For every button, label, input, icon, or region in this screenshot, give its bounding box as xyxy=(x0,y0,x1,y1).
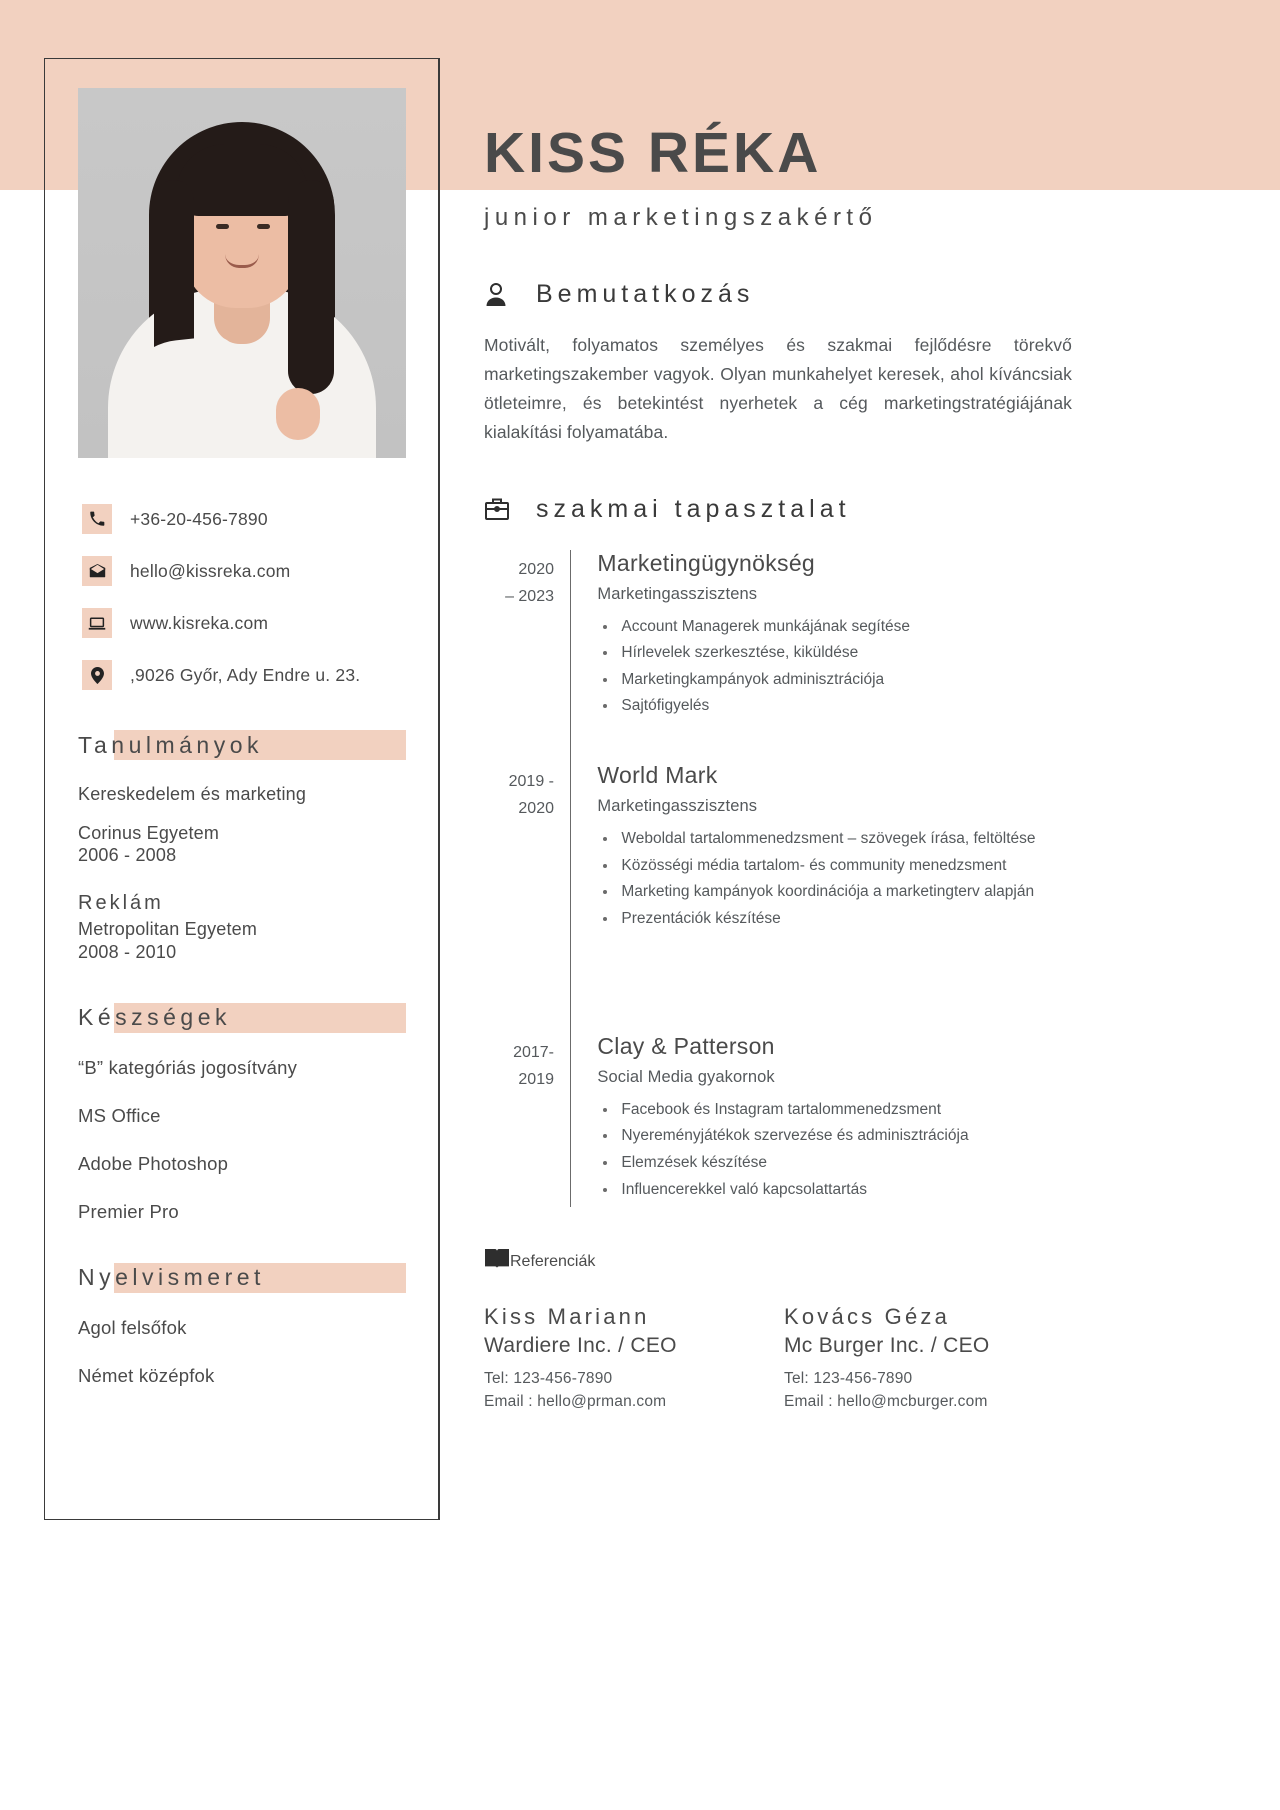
reference-email: Email : hello@prman.com xyxy=(484,1393,667,1411)
experience-section-heading xyxy=(484,495,1244,524)
experience-job-title: Marketingasszisztens xyxy=(597,797,758,816)
experience-item xyxy=(484,1033,1244,1208)
experience-item xyxy=(484,762,1244,937)
skills-list xyxy=(78,1057,406,1223)
experience-dates xyxy=(484,550,570,725)
reference-name: Kiss Mariann xyxy=(484,1304,650,1330)
job-role-subtitle: junior marketingszakértő xyxy=(484,204,878,231)
experience-date-end: 2019 xyxy=(518,1070,554,1088)
skill-item: MS Office xyxy=(78,1104,161,1126)
contact-row-address[interactable] xyxy=(82,660,406,690)
about-section-heading xyxy=(484,280,1244,309)
skills-heading xyxy=(78,1001,406,1035)
experience-bullet: Facebook és Instagram tartalommenedzsment xyxy=(597,1097,968,1124)
reference-phone: Tel: 123-456-7890 xyxy=(784,1370,913,1388)
about-heading-text: Bemutatkozás xyxy=(536,280,755,308)
education-subfield: Reklám xyxy=(78,892,164,915)
experience-details xyxy=(571,762,1035,937)
languages-list xyxy=(78,1317,406,1387)
photo-hand xyxy=(276,388,320,440)
experience-list xyxy=(484,550,1244,1208)
experience-date-start: 2019 - xyxy=(508,773,554,791)
education-heading xyxy=(78,728,406,762)
page-title: KISS RÉKA xyxy=(484,121,822,185)
reference-email: Email : hello@mcburger.com xyxy=(784,1393,988,1411)
timeline-gap-bar xyxy=(570,937,571,1033)
references-section-heading xyxy=(484,1247,1244,1276)
photo-eye-left xyxy=(216,224,229,229)
experience-bullet: Account Managerek munkájának segítése xyxy=(597,614,910,641)
contact-email-text: hello@kissreka.com xyxy=(130,560,291,581)
about-paragraph: Motivált, folyamatos személyes és szakmai fejlődésre törekvő marketingszakember vagyok. Olyan munkahelyet keresek, ahol kíváncsiak ötleteimre, és betekintést nyerhetek a cég marketingstratégiájának kialakítási folyamatába. xyxy=(484,335,1072,442)
contact-row-email[interactable] xyxy=(82,556,406,586)
experience-details xyxy=(571,1033,968,1208)
education-item-0 xyxy=(78,784,406,866)
timeline-gap-bar xyxy=(570,724,571,762)
timeline-gap xyxy=(484,937,1244,1033)
timeline-gap-left xyxy=(484,724,570,762)
skill-item: Adobe Photoshop xyxy=(78,1152,229,1174)
experience-date-start: 2017- xyxy=(513,1043,554,1061)
reference-item xyxy=(784,1302,1084,1411)
education-item-1 xyxy=(78,892,406,962)
skills-heading-text: Készségek xyxy=(78,1004,232,1031)
experience-bullet: Sajtófigyelés xyxy=(597,693,910,720)
education-school: Corinus Egyetem xyxy=(78,823,220,843)
reference-item xyxy=(484,1302,784,1411)
photo-hair-right xyxy=(288,180,334,394)
skill-item: Premier Pro xyxy=(78,1200,179,1222)
experience-details xyxy=(571,550,910,725)
experience-company: Marketingügynökség xyxy=(597,549,816,576)
contact-website-text: www.kisreka.com xyxy=(130,612,269,633)
experience-bullet: Prezentációk készítése xyxy=(597,906,1035,933)
photo-eye-right xyxy=(257,224,270,229)
briefcase-icon xyxy=(484,496,518,522)
references-heading-text: Referenciák xyxy=(510,1252,596,1270)
language-item: Agol felsőfok xyxy=(78,1316,187,1338)
references-list xyxy=(484,1302,1244,1411)
experience-dates xyxy=(484,1033,570,1208)
experience-company: World Mark xyxy=(597,762,718,789)
education-field: Kereskedelem és marketing xyxy=(78,784,307,804)
education-school: Metropolitan Egyetem xyxy=(78,919,258,940)
reference-name: Kovács Géza xyxy=(784,1304,951,1330)
experience-bullets xyxy=(597,826,1035,933)
languages-heading-text: Nyelvismeret xyxy=(78,1264,265,1291)
timeline-gap xyxy=(484,724,1244,762)
languages-heading xyxy=(78,1261,406,1295)
profile-photo xyxy=(78,88,406,458)
book-icon xyxy=(484,1247,510,1276)
reference-company: Wardiere Inc. / CEO xyxy=(484,1334,677,1358)
experience-bullet: Marketing kampányok koordinációja a marketingterv alapján xyxy=(597,879,1035,906)
experience-bullet: Weboldal tartalommenedzsment – szövegek írása, feltöltése xyxy=(597,826,1035,853)
contact-list xyxy=(78,504,406,690)
experience-date-end: – 2023 xyxy=(505,587,554,605)
experience-heading-text: szakmai tapasztalat xyxy=(536,494,851,523)
language-item: Német középfok xyxy=(78,1364,215,1386)
experience-bullet: Nyereményjátékok szervezése és adminisztrációja xyxy=(597,1123,968,1150)
laptop-icon xyxy=(82,608,112,638)
experience-bullet: Hírlevelek szerkesztése, kiküldése xyxy=(597,640,910,667)
experience-bullet: Marketingkampányok adminisztrációja xyxy=(597,667,910,694)
contact-phone-text: +36-20-456-7890 xyxy=(130,508,268,529)
envelope-icon xyxy=(82,556,112,586)
experience-date-start: 2020 xyxy=(518,560,554,578)
location-pin-icon xyxy=(82,660,112,690)
phone-icon xyxy=(82,504,112,534)
sidebar xyxy=(44,58,440,1520)
education-years: 2006 - 2008 xyxy=(78,845,177,866)
education-years: 2008 - 2010 xyxy=(78,941,177,962)
experience-date-end: 2020 xyxy=(518,800,554,818)
reference-company: Mc Burger Inc. / CEO xyxy=(784,1334,990,1358)
reference-phone: Tel: 123-456-7890 xyxy=(484,1370,613,1388)
experience-job-title: Social Media gyakornok xyxy=(597,1067,775,1086)
contact-row-website[interactable] xyxy=(82,608,406,638)
experience-bullet: Influencerekkel való kapcsolattartás xyxy=(597,1177,968,1204)
experience-item xyxy=(484,550,1244,725)
experience-bullet: Elemzések készítése xyxy=(597,1150,968,1177)
experience-bullet: Közösségi média tartalom- és community menedzsment xyxy=(597,853,1035,880)
timeline-gap-left xyxy=(484,937,570,1033)
experience-bullets xyxy=(597,1097,968,1204)
person-icon xyxy=(484,282,518,308)
skill-item: “B” kategóriás jogosítvány xyxy=(78,1056,298,1078)
experience-bullets xyxy=(597,614,910,721)
main-content xyxy=(484,0,1244,1411)
contact-row-phone[interactable] xyxy=(82,504,406,534)
experience-company: Clay & Patterson xyxy=(597,1032,775,1059)
experience-dates xyxy=(484,762,570,937)
experience-job-title: Marketingasszisztens xyxy=(597,584,758,603)
education-heading-text: Tanulmányok xyxy=(78,731,264,758)
contact-address-text: ,9026 Győr, Ady Endre u. 23. xyxy=(130,664,361,685)
